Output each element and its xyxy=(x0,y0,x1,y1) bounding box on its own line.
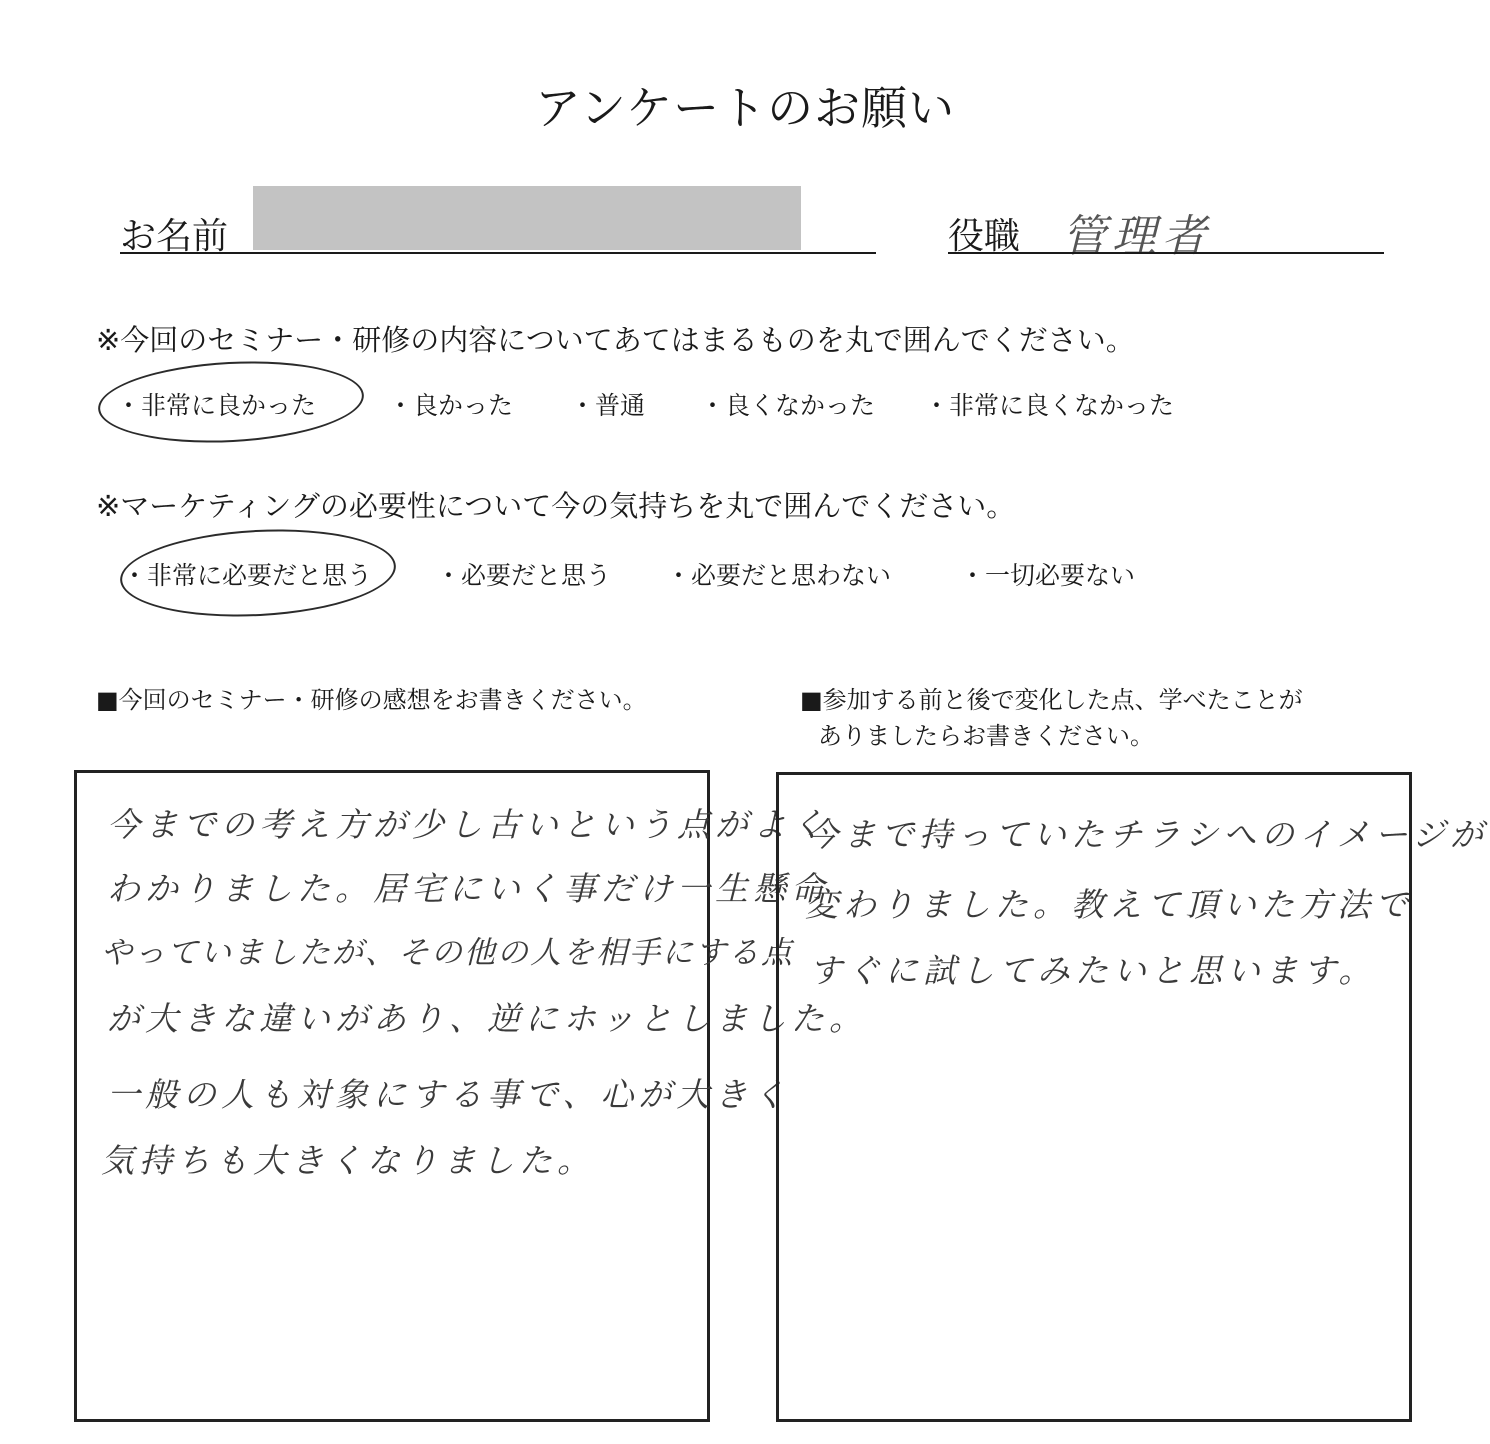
q2-option-4[interactable]: ・一切必要ない xyxy=(960,561,1136,590)
q1-option-1[interactable]: ・非常に良かった xyxy=(116,391,317,420)
q2-option-3[interactable]: ・必要だと思わない xyxy=(666,561,892,590)
q2-option-2[interactable]: ・必要だと思う xyxy=(436,561,612,590)
learnings-heading-line-1: ■参加する前と後で変化した点、学べたことが xyxy=(800,686,1303,714)
impressions-line-1: 今までの考え方が少し古いという点がよく xyxy=(107,805,829,844)
page-title: アンケートのお願い xyxy=(534,81,956,135)
name-underline xyxy=(120,252,876,254)
learnings-line-2: 変わりました。教えて頂いた方法で xyxy=(805,885,1413,924)
question-1: ※今回のセミナー・研修の内容についてあてはまるものを丸で囲んでください。 xyxy=(96,323,1135,357)
question-2: ※マーケティングの必要性について今の気持ちを丸で囲んでください。 xyxy=(96,489,1016,523)
learnings-line-1: 今まで持っていたチラシへのイメージが xyxy=(805,815,1489,854)
q1-option-4[interactable]: ・良くなかった xyxy=(700,391,876,420)
name-redaction xyxy=(253,186,801,250)
impressions-line-2: わかりました。居宅にいく事だけ一生懸命 xyxy=(107,869,829,908)
q1-option-2[interactable]: ・良かった xyxy=(388,391,514,420)
impressions-box[interactable] xyxy=(74,770,867,1422)
q2-option-1[interactable]: ・非常に必要だと思う xyxy=(122,561,373,590)
impressions-line-3: やっていましたが、その他の人を相手にする点 xyxy=(101,935,794,971)
q1-option-5[interactable]: ・非常に良くなかった xyxy=(924,391,1175,420)
q1-option-3[interactable]: ・普通 xyxy=(570,391,646,420)
position-label: 役職 xyxy=(948,216,1021,257)
position-value[interactable]: 管理者 xyxy=(1062,211,1212,262)
learnings-box[interactable] xyxy=(776,772,1489,1422)
learnings-heading-line-2: ありましたらお書きください。 xyxy=(818,722,1154,750)
impressions-heading: ■今回のセミナー・研修の感想をお書きください。 xyxy=(96,686,647,714)
impressions-line-6: 気持ちも大きくなりました。 xyxy=(101,1141,595,1180)
name-label: お名前 xyxy=(120,216,229,257)
impressions-line-5: 一般の人も対象にする事で、心が大きく xyxy=(107,1075,791,1114)
position-underline xyxy=(948,252,1384,254)
impressions-line-4: が大きな違いがあり、逆にホッとしました。 xyxy=(107,999,867,1038)
learnings-line-3: すぐに試してみたいと思います。 xyxy=(809,951,1377,990)
